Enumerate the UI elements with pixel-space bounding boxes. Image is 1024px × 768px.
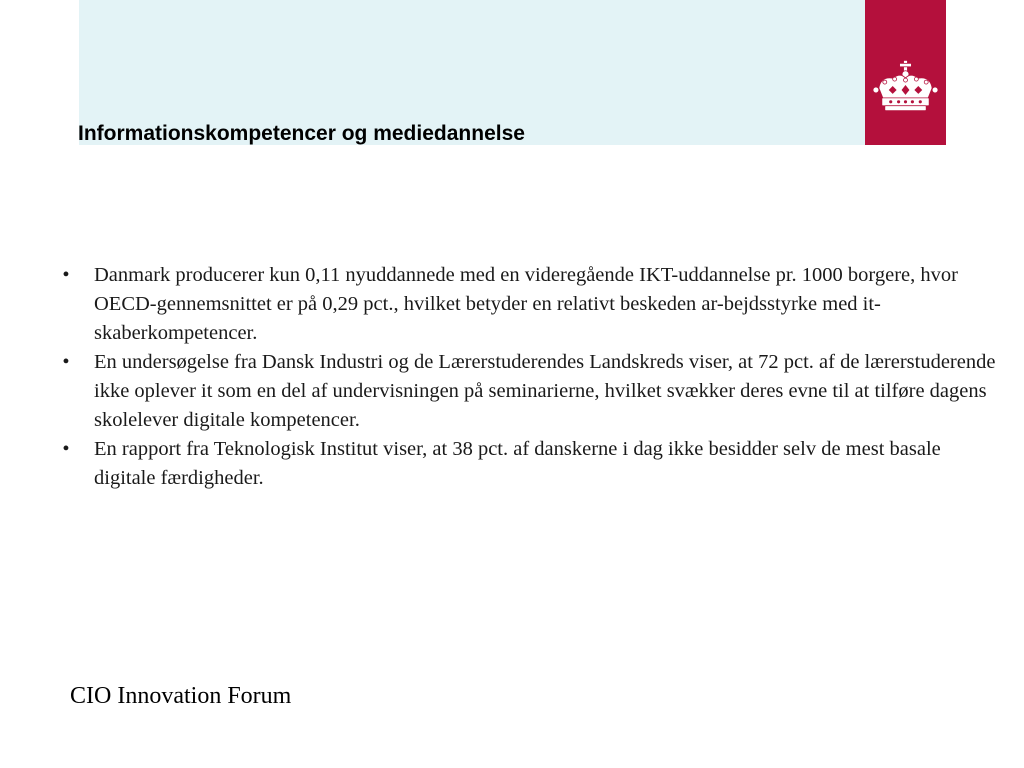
slide-title: Informationskompetencer og mediedannelse	[78, 122, 525, 145]
bullet-list	[56, 261, 1006, 493]
bullet-item	[56, 261, 1006, 348]
bullet-text: En undersøgelse fra Dansk Industri og de Lærerstuderendes Landskreds viser, at 72 pct. af de lærerstuderende ikke oplever it som en del af undervisningen på seminarierne, hvilket svækker deres evne til at tilføre dagens skolelever digitale kompetencer.	[94, 351, 996, 431]
bullet-text: Danmark producerer kun 0,11 nyuddannede med en videregående IKT-uddannelse pr. 1000 borgere, hvor OECD-gennemsnittet er på 0,29 pct., hvilket betyder en relativt beskeden ar-bejdsstyrke med it-skaberkompetencer.	[94, 264, 958, 344]
bullet-dot: •	[62, 351, 70, 373]
logo-box	[865, 0, 946, 145]
footer-text: CIO Innovation Forum	[70, 683, 292, 709]
bullet-dot: •	[62, 438, 70, 460]
bullet-text: En rapport fra Teknologisk Institut viser, at 38 pct. af danskerne i dag ikke besidder selv de mest basale digitale færdigheder.	[94, 438, 941, 489]
bullet-item	[56, 435, 1006, 493]
bullet-item	[56, 348, 1006, 435]
royal-crown-icon	[871, 58, 940, 118]
bullet-dot: •	[62, 264, 70, 286]
